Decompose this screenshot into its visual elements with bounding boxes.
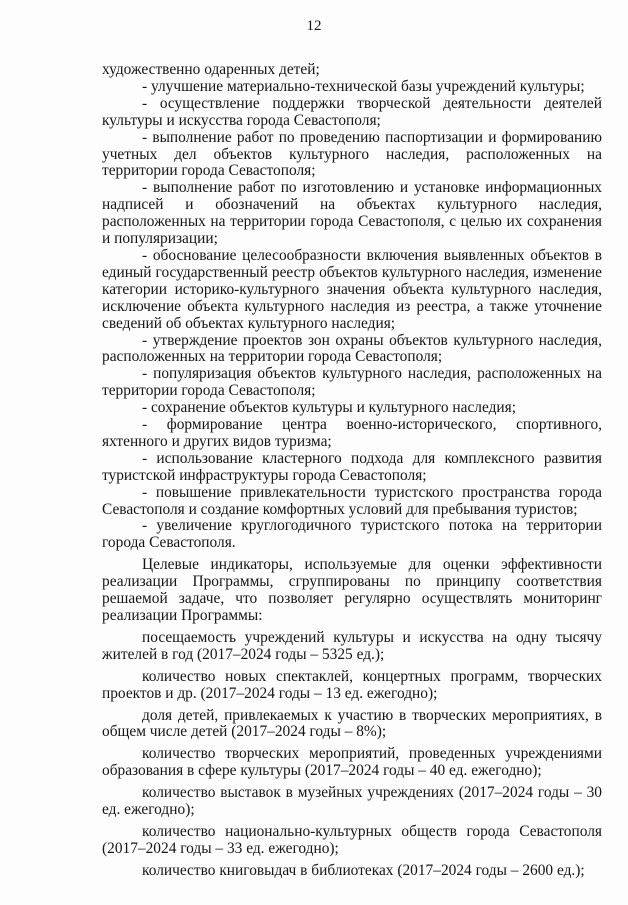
paragraph: Целевые индикаторы, используемые для оценки эффективности реализации Программы, сгруппированы по принципу соответствия решаемой задаче, что позволяет регулярно осуществлять мониторинг реализации Программы: — [102, 556, 602, 624]
indicator-item: количество национально-культурных обществ города Севастополя (2017–2024 годы – 33 ед. ежегодно); — [102, 822, 602, 857]
list-item: - улучшение материально-технической базы учреждений культуры; — [142, 77, 585, 95]
indicator-item: посещаемость учреждений культуры и искусства на одну тысячу жителей в год (2017–2024 годы – 5325 ед.); — [102, 628, 602, 663]
indicator-item: количество книговыдач в библиотеках (2017–2024 годы – 2600 ед.); — [142, 861, 585, 879]
list-item: - популяризация объектов культурного наследия, расположенных на территории города Севастополя; — [102, 365, 602, 400]
list-item: - сохранение объектов культуры и культурного наследия; — [142, 399, 517, 417]
list-item: - обоснование целесообразности включения выявленных объектов в единый государственный реестр объектов культурного наследия, изменение категории историко-культурного значения объекта культурного наследия, исключение объекта культурного наследия из реестра, а также уточнение сведений об объектах культурного наследия; — [102, 246, 602, 332]
list-item: - повышение привлекательности туристского пространства города Севастополя и создание комфортных условий для пребывания туристов; — [102, 483, 602, 518]
list-item: - утверждение проектов зон охраны объектов культурного наследия, расположенных на территории города Севастополя; — [102, 331, 602, 366]
paragraph: художественно одаренных детей; — [102, 61, 320, 78]
document-body — [102, 62, 602, 880]
list-item: - формирование центра военно-исторического, спортивного, яхтенного и других видов туризма; — [102, 416, 602, 450]
list-item: - выполнение работ по изготовлению и установке информационных надписей и обозначений на объектах культурного наследия, расположенных на территории города Севастополя, с целью их сохранения и популяризации; — [102, 179, 602, 248]
page-number: 12 — [306, 18, 322, 34]
list-item: - выполнение работ по проведению паспортизации и формированию учетных дел объектов культурного наследия, расположенных на территории города Севастополя; — [102, 128, 602, 180]
indicator-item: количество новых спектаклей, концертных программ, творческих проектов и др. (2017–2024 годы – 13 ед. ежегодно); — [102, 667, 602, 702]
indicator-item: количество выставок в музейных учреждениях (2017–2024 годы – 30 ед. ежегодно); — [102, 784, 602, 819]
indicator-item: количество творческих мероприятий, проведенных учреждениями образования в сфере культуры (2017–2024 годы – 40 ед. ежегодно); — [102, 745, 602, 780]
list-item: - осуществление поддержки творческой деятельности деятелей культуры и искусства города Севастополя; — [102, 94, 602, 129]
list-item: - увеличение круглогодичного туристского потока на территории города Севастополя. — [102, 517, 602, 552]
indicator-item: доля детей, привлекаемых к участию в творческих мероприятиях, в общем числе детей (2017–2024 годы – 8%); — [102, 706, 602, 741]
list-item: - использование кластерного подхода для комплексного развития туристской инфраструктуры города Севастополя; — [102, 449, 602, 484]
